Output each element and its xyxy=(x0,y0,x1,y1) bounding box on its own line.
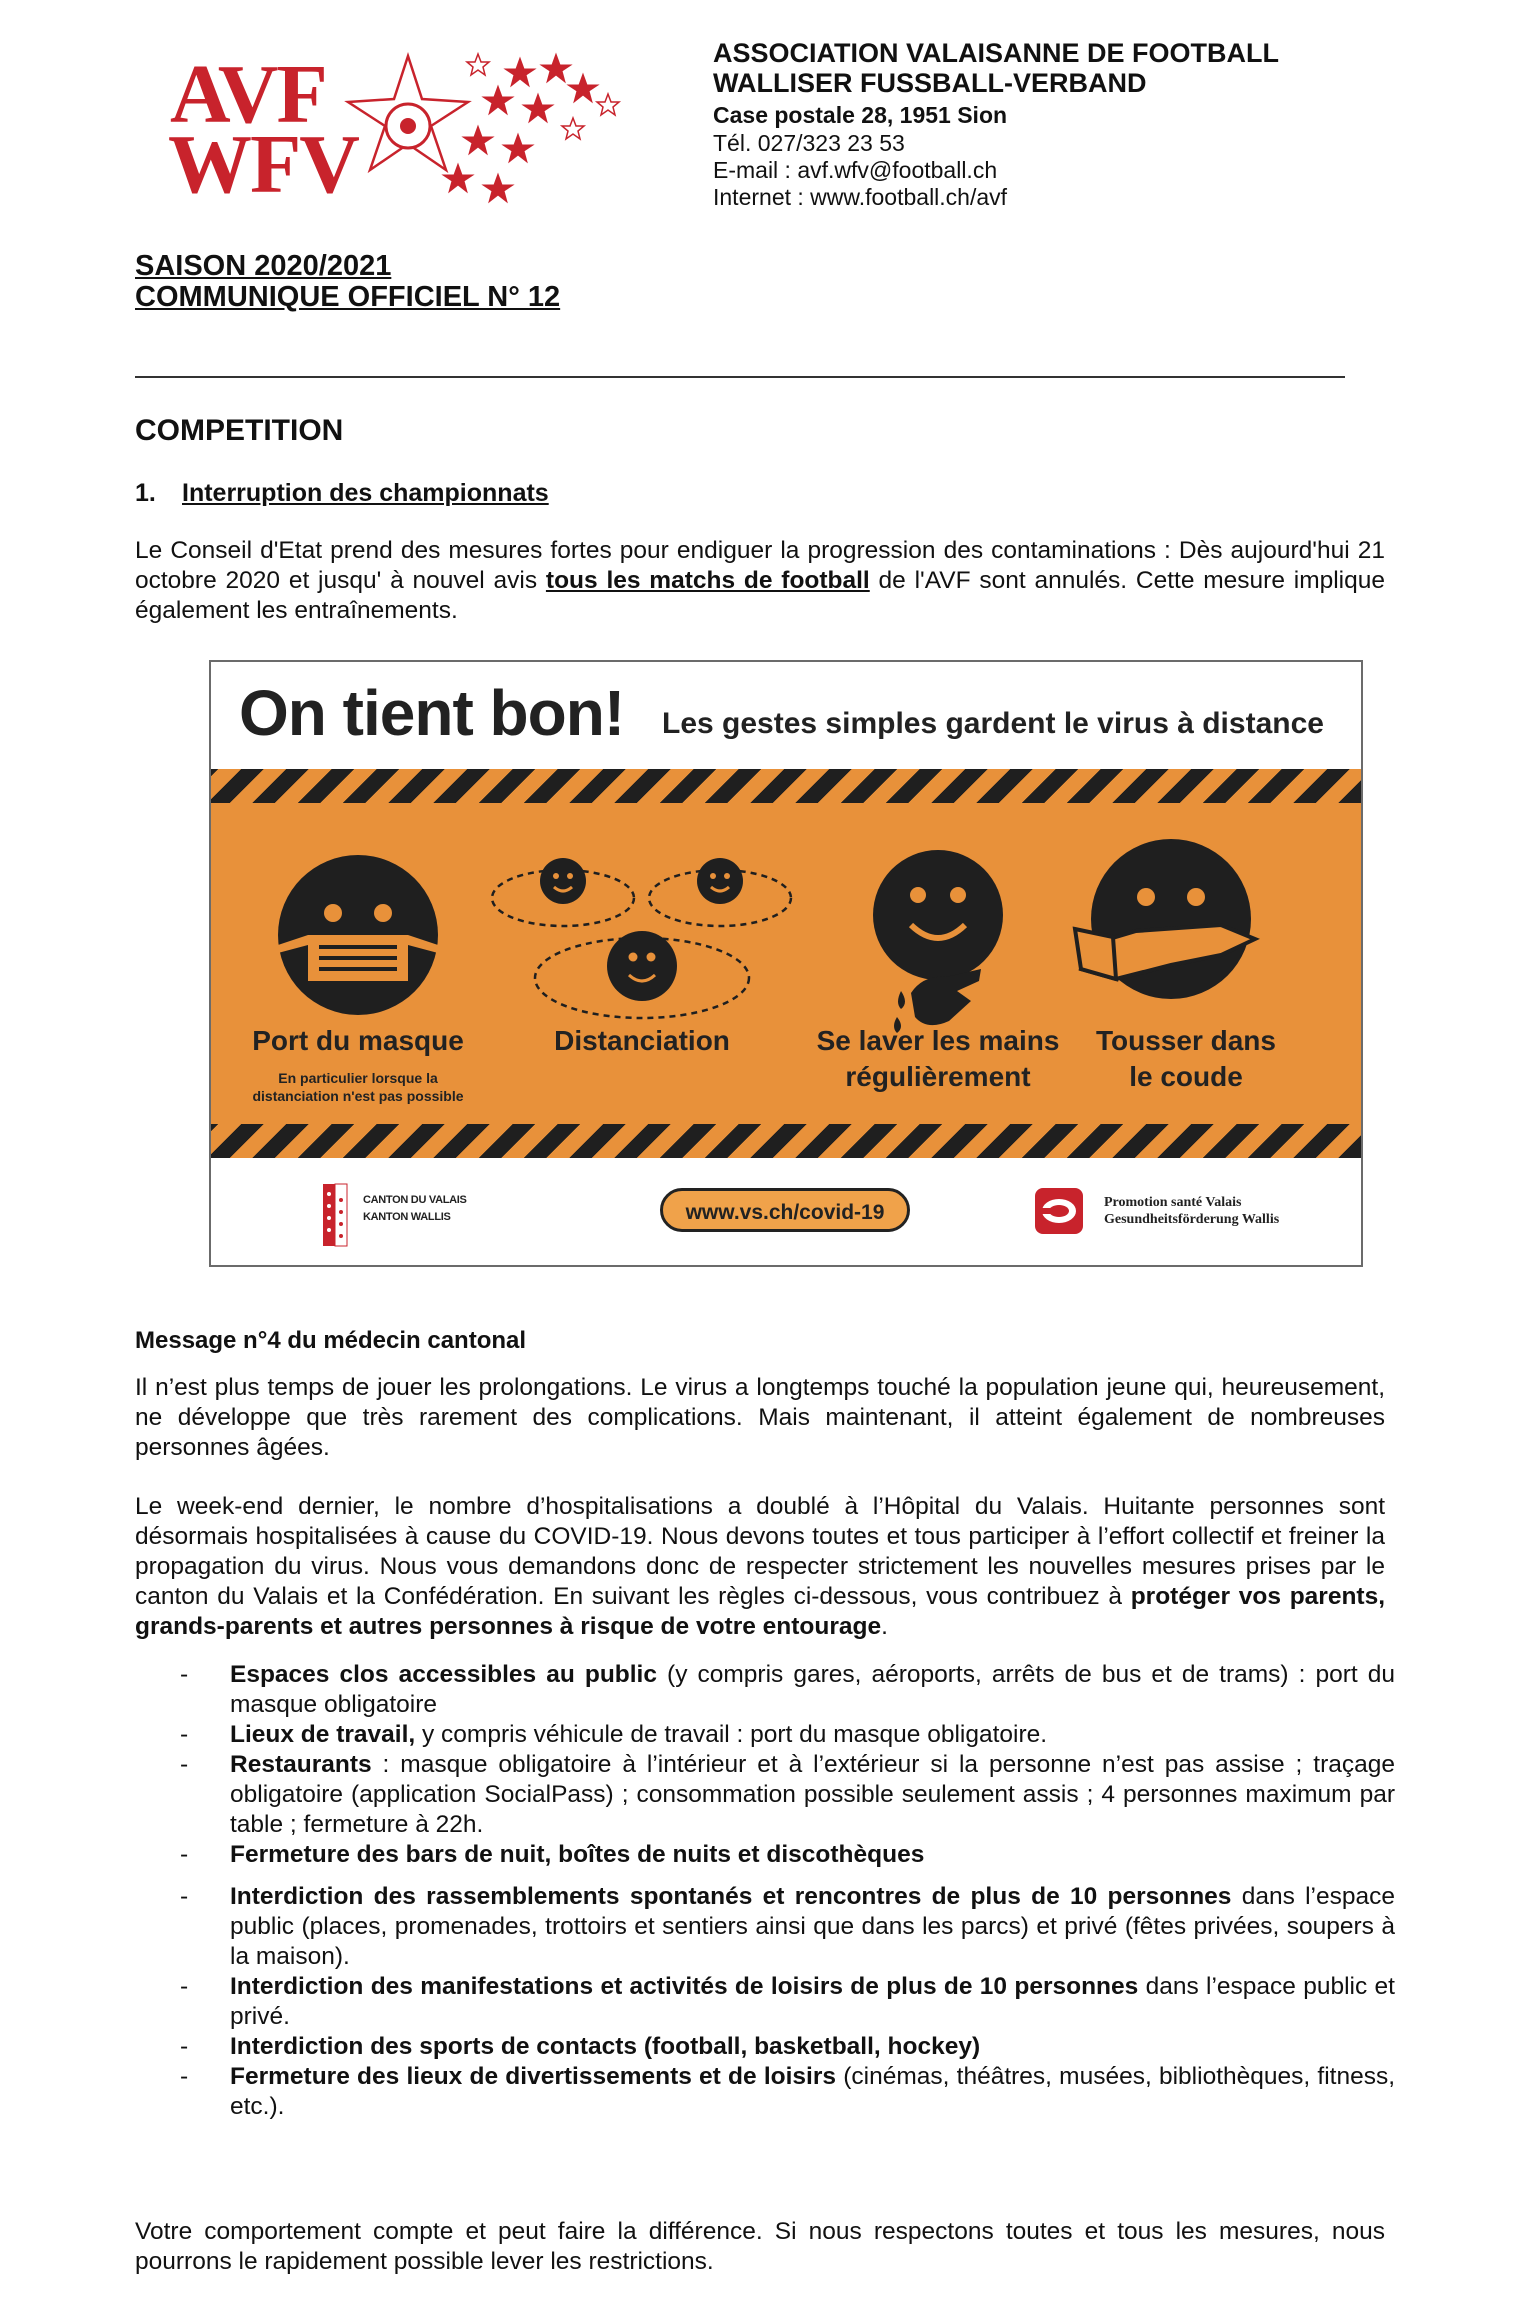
closing-paragraph: Votre comportement compte et peut faire la différence. Si nous respectons toutes et tous les mesures, nous pourrons le rapidement possible lever les restrictions. xyxy=(135,2218,1385,2275)
list-item: - Fermeture des lieux de divertissements et de loisirs (cinémas, théâtres, musées, bibliothèques, fitness, etc.). xyxy=(180,2062,1395,2122)
label-mask-note: En particulier lorsque la distanciation n'est pas possible xyxy=(252,1070,464,1104)
message-paragraph-1: Il n’est plus temps de jouer les prolongations. Le virus a longtemps touché la population jeune qui, heureusement, ne développe que très rarement des complications. Mais maintenant, il atteint également de nombreuses personnes âgées. xyxy=(135,1374,1385,1461)
promotion-sante-text: Promotion santé Valais Gesundheitsförderung Wallis xyxy=(1104,1195,1280,1227)
measures-list xyxy=(180,1660,1395,2122)
canton-name: CANTON DU VALAIS KANTON WALLIS xyxy=(363,1194,467,1223)
message-title: Message n°4 du médecin cantonal xyxy=(135,1327,527,1354)
covid-poster xyxy=(209,660,1363,1267)
list-item: - Lieux de travail, y compris véhicule de travail : port du masque obligatoire. xyxy=(180,1720,1395,1750)
intro-text-1: Le Conseil d'Etat prend des mesures fortes pour endiguer la progression des contaminations : Dès aujourd'hui 21 octobre 2020 et jusqu' à nouvel avis xyxy=(135,537,1385,594)
org-address: Case postale 28, 1951 Sion xyxy=(713,102,1008,128)
logo-wfv-text: WFV xyxy=(168,118,358,211)
org-website: Internet : www.football.ch/avf xyxy=(713,184,1008,210)
cough-elbow-icon xyxy=(1075,839,1255,999)
label-cough: Tousser dans le coude xyxy=(1096,1025,1276,1092)
intro-emphasis: tous les matchs de football xyxy=(545,567,870,594)
label-handwashing: Se laver les mains régulièrement xyxy=(816,1025,1060,1092)
intro-text-2: de l'AVF sont annulés. Cette mesure implique également les entraînements. xyxy=(135,567,1386,624)
intro-paragraph xyxy=(135,536,1385,626)
list-item: - Restaurants : masque obligatoire à l’intérieur et à l’extérieur si la personne n’est pas assise ; traçage obligatoire (application SocialPass) ; consommation possible seulement assis ; 4 personnes maximum par table ; fermeture à 22h. xyxy=(180,1750,1395,1840)
communique-heading xyxy=(135,251,560,313)
mask-face-icon xyxy=(278,855,438,1015)
canton-valais-logo xyxy=(315,1180,465,1250)
logo-avf-text: AVF xyxy=(170,48,326,141)
message-paragraph-2: Le week-end dernier, le nombre d’hospitalisations a doublé à l’Hôpital du Valais. Huitante personnes sont désormais hospitalisées à cause du COVID-19. Nous devons toutes et tous participer à l’effort collectif et freiner la propagation du virus. Nous vous demandons donc de respecter strictement les nouvelles mesures prises par le canton du Valais et la Confédération. En suivant les règles ci-dessous, vous contribuez à protéger vos parents, grands-parents et autres personnes à risque de votre entourage. xyxy=(135,1493,1386,1640)
subsection-heading xyxy=(135,479,549,508)
poster-orange-band xyxy=(211,769,1361,1158)
subsection-title: Interruption des championnats xyxy=(182,479,549,507)
avf-logo xyxy=(168,44,638,214)
organization-block xyxy=(713,38,1493,211)
list-item: - Interdiction des rassemblements spontanés et rencontres de plus de 10 personnes dans l’espace public (places, promenades, trottoirs et sentiers ainsi que dans les parcs) et privé (fêtes privées, soupers à la maison). xyxy=(180,1882,1395,1972)
list-item: - Interdiction des sports de contacts (football, basketball, hockey) xyxy=(180,2032,1395,2062)
communique-number: COMMUNIQUE OFFICIEL N° 12 xyxy=(135,281,561,313)
label-mask: Port du masque xyxy=(252,1025,464,1056)
season-line: SAISON 2020/2021 xyxy=(135,250,392,282)
label-distancing: Distanciation xyxy=(554,1025,730,1056)
poster-title: On tient bon! xyxy=(239,677,625,749)
subsection-number: 1. xyxy=(135,479,156,507)
horizontal-rule xyxy=(135,376,1345,378)
message-emphasis: protéger vos parents, grands-parents et autres personnes à risque de votre entourage xyxy=(135,1583,1386,1640)
org-name-fr: ASSOCIATION VALAISANNE DE FOOTBALL xyxy=(713,38,1279,68)
section-title: COMPETITION xyxy=(135,414,344,447)
org-email: E-mail : avf.wfv@football.ch xyxy=(713,157,998,183)
poster-footer xyxy=(211,1158,1361,1265)
list-item: - Interdiction des manifestations et activités de loisirs de plus de 10 personnes dans l’espace public et privé. xyxy=(180,1972,1395,2032)
org-phone: Tél. 027/323 23 53 xyxy=(713,130,905,156)
promotion-sante-logo-icon xyxy=(1033,1186,1085,1236)
covid-url-badge[interactable]: www.vs.ch/covid-19 xyxy=(660,1188,910,1232)
list-item: - Fermeture des bars de nuit, boîtes de nuits et discothèques xyxy=(180,1840,1395,1870)
handwashing-icon xyxy=(873,850,1003,1033)
poster-header xyxy=(211,662,1361,769)
canton-flag-icon xyxy=(315,1180,355,1250)
org-name-de: WALLISER FUSSBALL-VERBAND xyxy=(713,68,1147,98)
poster-subtitle: Les gestes simples gardent le virus à distance xyxy=(662,707,1324,740)
list-item: - Espaces clos accessibles au public (y compris gares, aéroports, arrêts de bus et de trams) : port du masque obligatoire xyxy=(180,1660,1395,1720)
